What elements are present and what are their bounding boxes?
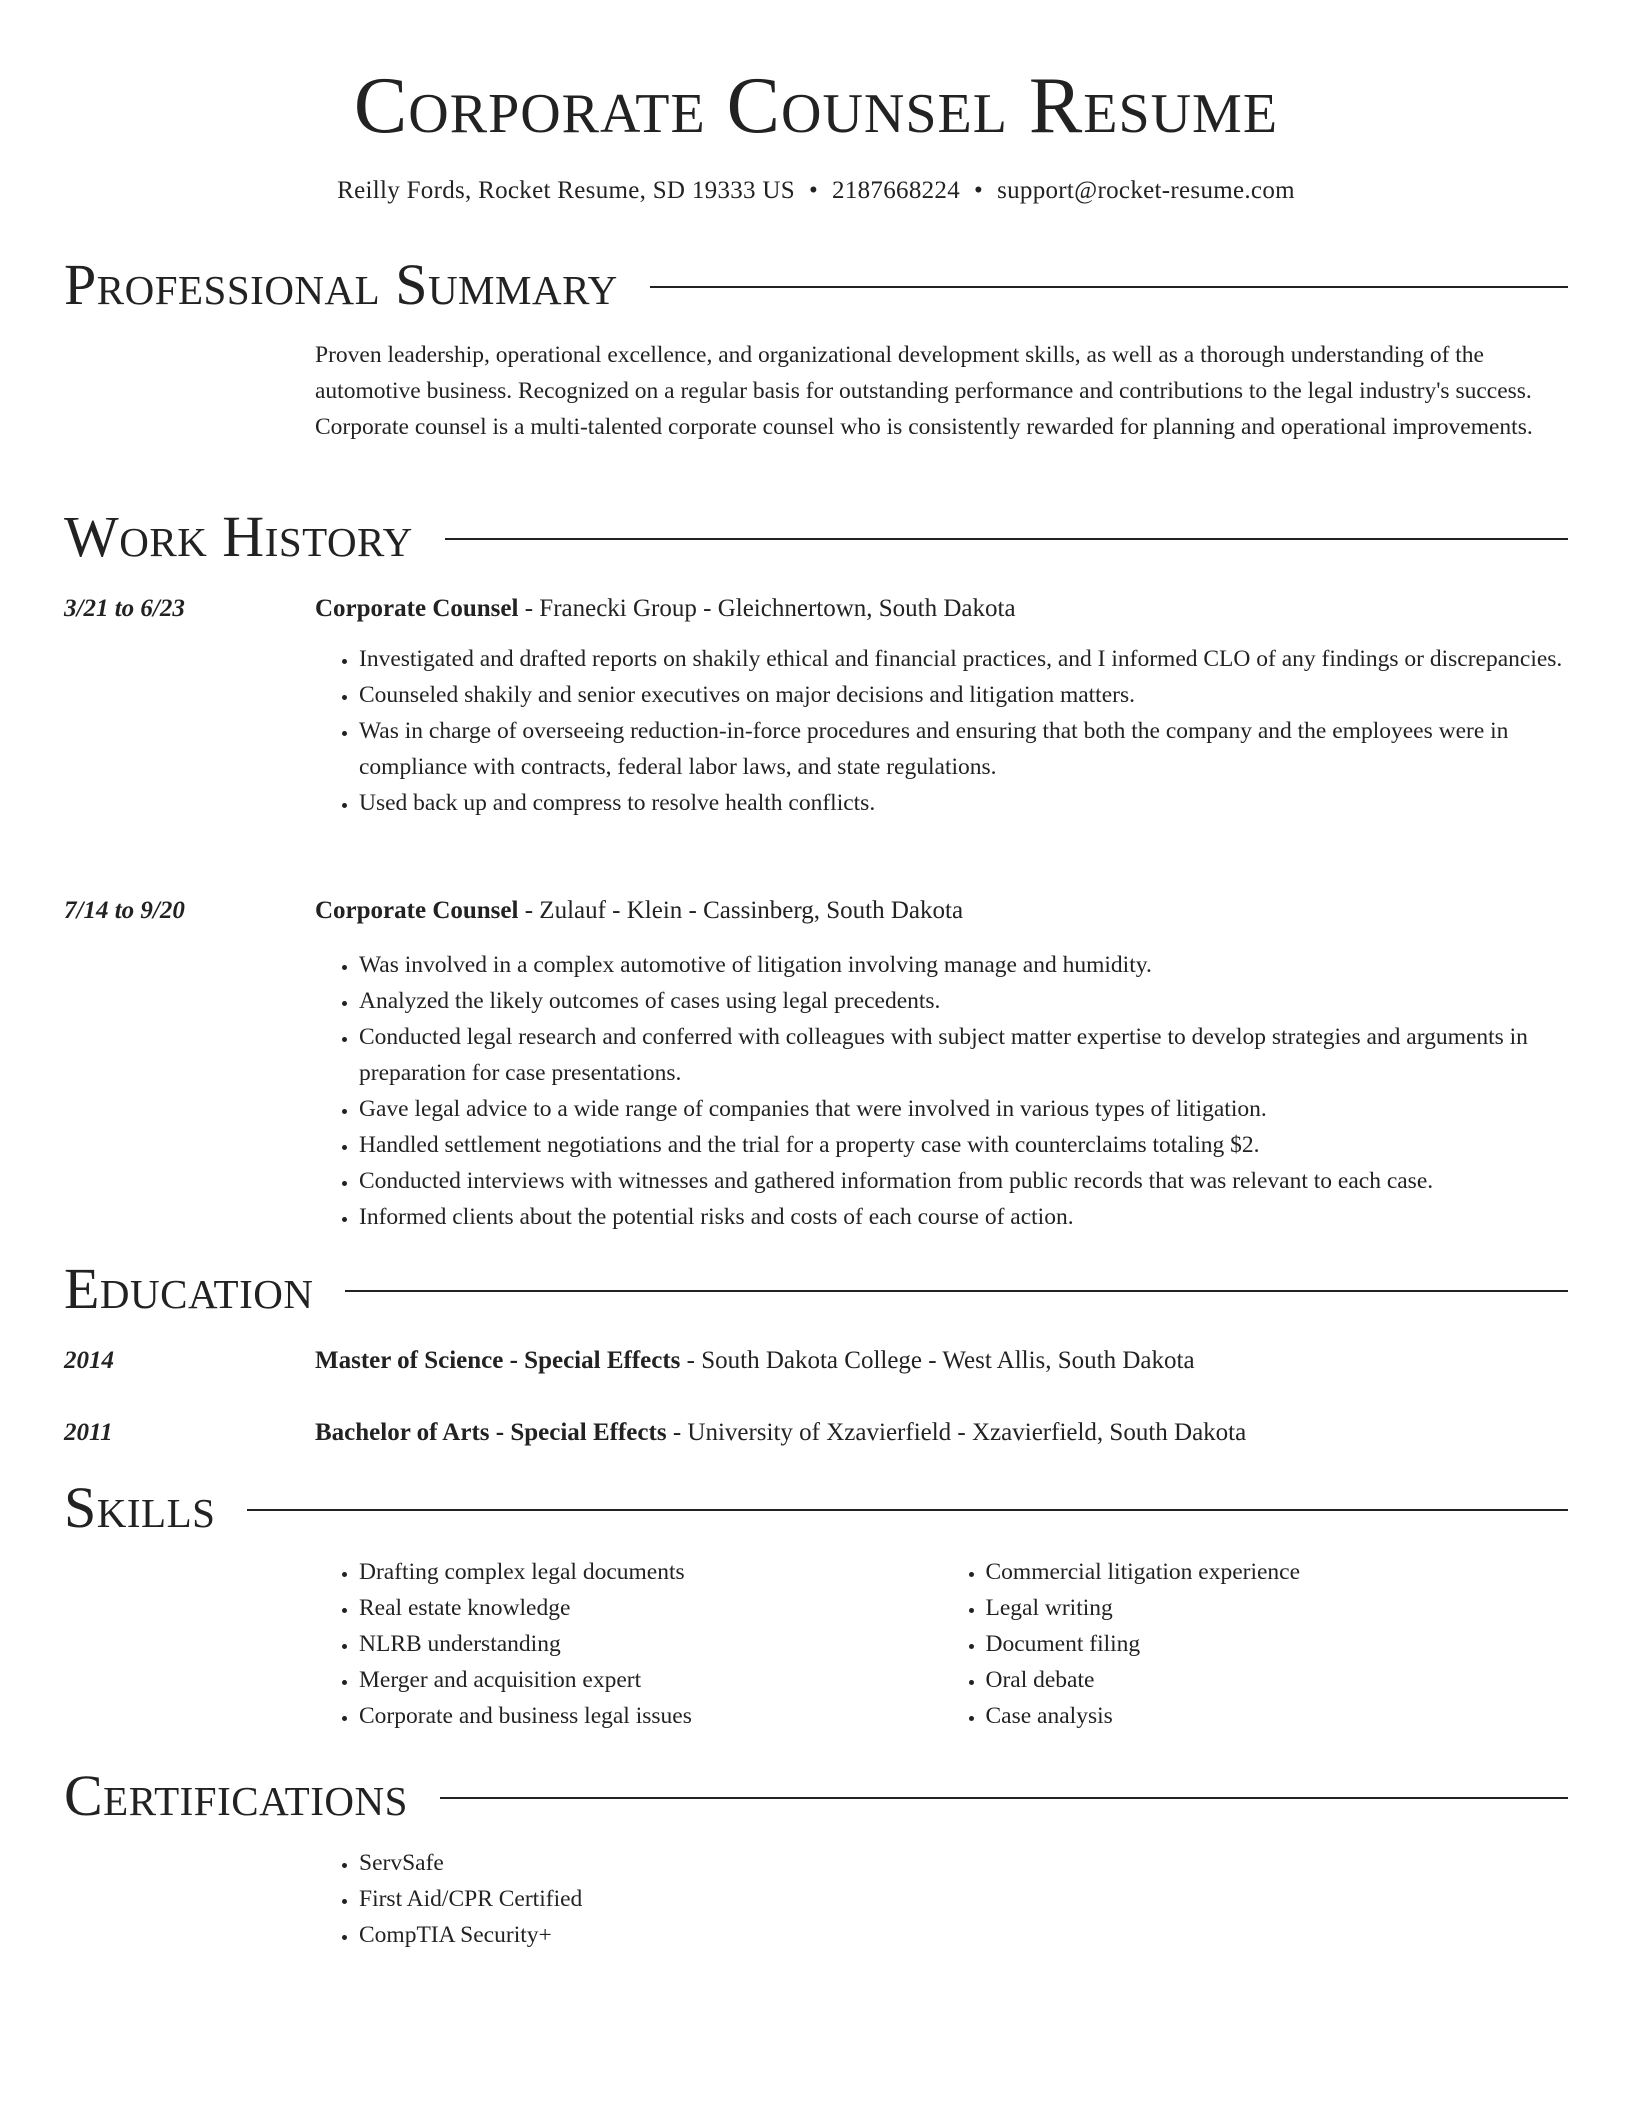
list-item: • Conducted legal research and conferred with colleagues with subject matter expertise to develop strategies and arguments in preparation for case presentations. — [359, 1019, 1568, 1091]
job-heading — [315, 893, 1568, 929]
section-divider — [345, 1290, 1568, 1292]
job-duties — [315, 641, 1568, 821]
list-item: • Case analysis — [986, 1698, 1569, 1734]
section-heading: Work History — [64, 504, 413, 569]
school-details: - University of Xzavierfield - Xzavierfield, South Dakota — [666, 1419, 1247, 1446]
list-item: • Document filing — [986, 1626, 1569, 1662]
section-work-history — [64, 504, 1568, 569]
list-item: • Was involved in a complex automotive of litigation involving manage and humidity. — [359, 947, 1568, 983]
section-heading: Professional Summary — [64, 252, 618, 317]
job-duties — [315, 947, 1568, 1235]
list-item: • Analyzed the likely outcomes of cases using legal precedents. — [359, 983, 1568, 1019]
list-item: • Merger and acquisition expert — [359, 1662, 942, 1698]
section-heading: Certifications — [64, 1763, 408, 1828]
school-details: - South Dakota College - West Allis, South Dakota — [680, 1347, 1195, 1374]
list-item: • Real estate knowledge — [359, 1590, 942, 1626]
education-year: 2011 — [64, 1419, 113, 1446]
list-item: • Was in charge of overseeing reduction-in-force procedures and ensuring that both the company and the employees were in compliance with contracts, federal labor laws, and state regulations. — [359, 713, 1568, 785]
section-education — [64, 1256, 1568, 1321]
list-item: • Conducted interviews with witnesses and gathered information from public records that was relevant to each case. — [359, 1163, 1568, 1199]
job-dates: 3/21 to 6/23 — [64, 595, 185, 622]
section-heading: Education — [64, 1256, 314, 1321]
list-item: • Informed clients about the potential risks and costs of each course of action. — [359, 1199, 1568, 1235]
education-year: 2014 — [64, 1347, 114, 1374]
list-item: • Commercial litigation experience — [986, 1554, 1569, 1590]
contact-separator: • — [974, 177, 984, 204]
list-item: • CompTIA Security+ — [359, 1917, 1568, 1953]
education-heading — [315, 1415, 1568, 1451]
list-item: • First Aid/CPR Certified — [359, 1881, 1568, 1917]
job-title: Corporate Counsel — [315, 595, 519, 622]
contact-line — [0, 174, 1632, 208]
list-item: • ServSafe — [359, 1845, 1568, 1881]
summary-text: Proven leadership, operational excellence, and organizational development skills, as well as a thorough understanding of the automotive business. Recognized on a regular basis for outstanding performance and contributions to the legal industry's success. Corporate counsel is a multi-talented corporate counsel who is consistently rewarded for planning and operational improvements. — [315, 342, 1533, 440]
list-item: • Corporate and business legal issues — [359, 1698, 942, 1734]
section-divider — [445, 538, 1568, 540]
job-heading — [315, 591, 1568, 627]
skills-list-left — [315, 1554, 942, 1734]
section-professional-summary — [64, 252, 1568, 317]
degree-name: Master of Science - Special Effects — [315, 1347, 681, 1374]
resume-title: Corporate Counsel Resume — [353, 62, 1279, 150]
job-dates: 7/14 to 9/20 — [64, 897, 185, 924]
section-skills — [64, 1475, 1568, 1540]
section-divider — [247, 1509, 1568, 1511]
job-title: Corporate Counsel — [315, 897, 519, 924]
degree-name: Bachelor of Arts - Special Effects — [315, 1419, 667, 1446]
job-employer: - Franecki Group - Gleichnertown, South Dakota — [518, 595, 1016, 622]
list-item: • Oral debate — [986, 1662, 1569, 1698]
list-item: • Counseled shakily and senior executives on major decisions and litigation matters. — [359, 677, 1568, 713]
skills-list-right — [942, 1554, 1569, 1734]
contact-phone: 2187668224 — [832, 177, 961, 204]
list-item: • NLRB understanding — [359, 1626, 942, 1662]
list-item: • Investigated and drafted reports on shakily ethical and financial practices, and I informed CLO of any findings or discrepancies. — [359, 641, 1568, 677]
section-heading: Skills — [64, 1475, 216, 1540]
contact-address: Reilly Fords, Rocket Resume, SD 19333 US — [337, 177, 795, 204]
list-item: • Drafting complex legal documents — [359, 1554, 942, 1590]
list-item: • Used back up and compress to resolve health conflicts. — [359, 785, 1568, 821]
list-item: • Handled settlement negotiations and the trial for a property case with counterclaims totaling $2. — [359, 1127, 1568, 1163]
education-heading — [315, 1343, 1568, 1379]
contact-email: support@rocket-resume.com — [997, 177, 1295, 204]
job-employer: - Zulauf - Klein - Cassinberg, South Dakota — [518, 897, 964, 924]
contact-separator: • — [808, 177, 819, 204]
section-divider — [650, 286, 1568, 288]
certifications-list — [315, 1845, 1568, 1953]
list-item: • Gave legal advice to a wide range of companies that were involved in various types of litigation. — [359, 1091, 1568, 1127]
section-certifications — [64, 1763, 1568, 1828]
list-item: • Legal writing — [986, 1590, 1569, 1626]
section-divider — [440, 1797, 1568, 1799]
